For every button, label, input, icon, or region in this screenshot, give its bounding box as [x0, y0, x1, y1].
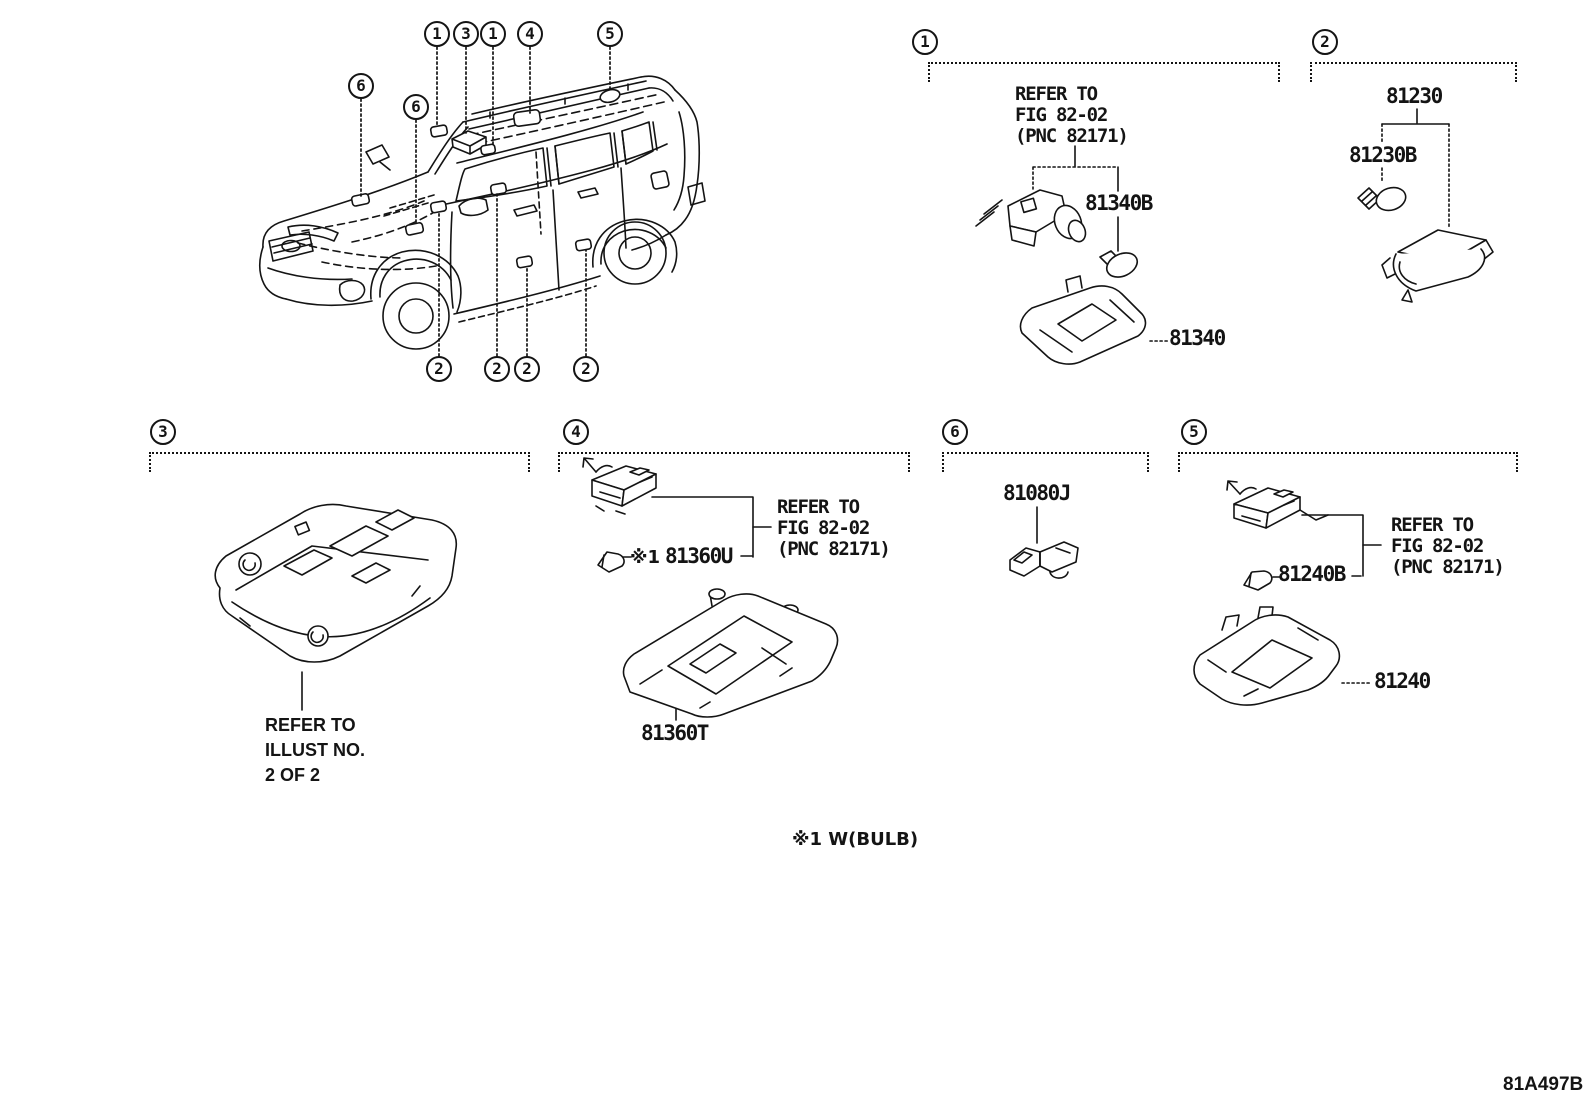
section6-drawings — [1010, 507, 1078, 578]
refer-note-line3: (PNC 82171) — [1015, 125, 1128, 147]
section4-callout — [563, 419, 589, 445]
section4-bracket — [558, 452, 910, 472]
section5-callout — [1181, 419, 1207, 445]
part-81340b-socket-drawing — [976, 190, 1089, 246]
car-callout-2d — [573, 356, 599, 382]
section6-callout — [942, 419, 968, 445]
section3-bracket — [149, 452, 530, 472]
refer-illust-line2: ILLUST NO. — [265, 740, 365, 760]
car-callout-5-number: 5 — [605, 24, 615, 43]
bulb-footnote: ※1 W(BULB) — [792, 829, 919, 850]
section1-refer-note — [1015, 84, 1128, 147]
part-81240-lamp-drawing — [1194, 607, 1339, 705]
refer-note-line3: (PNC 82171) — [777, 538, 890, 560]
section5-number: 5 — [1189, 422, 1199, 441]
refer-note-line1: REFER TO — [777, 496, 859, 518]
section5-bracket — [1178, 452, 1518, 472]
part-81340b-bulb-drawing — [1100, 248, 1141, 281]
section2-callout — [1312, 29, 1338, 55]
car-callout-1b-number: 1 — [488, 24, 498, 43]
section4-number: 4 — [571, 422, 581, 441]
car-callout-6a — [348, 73, 374, 99]
footnote-mark-s4: ※1 — [630, 547, 661, 568]
car-callout-4 — [517, 21, 543, 47]
car-callout-2b — [484, 356, 510, 382]
car-callout-3 — [453, 21, 479, 47]
part-81080j-connector-drawing — [1010, 542, 1078, 578]
refer-note-line1: REFER TO — [1015, 83, 1097, 105]
section2-bracket — [1310, 62, 1517, 82]
car-callout-1a-number: 1 — [432, 24, 442, 43]
part-number-81240: 81240 — [1374, 669, 1430, 693]
refer-note-line2: FIG 82-02 — [777, 517, 870, 539]
car-callout-4-number: 4 — [525, 24, 535, 43]
part-81340-housing-drawing — [1020, 276, 1145, 364]
car-callout-6a-number: 6 — [356, 76, 366, 95]
section6-bracket — [942, 452, 1149, 472]
part-console-drawing — [215, 504, 456, 662]
refer-note-line2: FIG 82-02 — [1391, 535, 1484, 557]
part-81240b-bulb-drawing — [1244, 571, 1272, 590]
refer-illust-line1: REFER TO — [265, 715, 356, 735]
part-number-81360u: 81360U — [665, 544, 732, 568]
section3-callout — [150, 419, 176, 445]
refer-note-line2: FIG 82-02 — [1015, 104, 1108, 126]
refer-note-line3: (PNC 82171) — [1391, 556, 1504, 578]
section5-drawings — [1194, 481, 1381, 705]
part-number-81360t: 81360T — [641, 721, 708, 745]
section1-callout — [912, 29, 938, 55]
part-81240b-connector-drawing — [1227, 481, 1328, 528]
car-callout-6b — [403, 94, 429, 120]
car-callout-2a-number: 2 — [434, 359, 444, 378]
section5-refer-note — [1391, 515, 1504, 578]
section1-drawings — [976, 146, 1168, 364]
section3-refer-note — [265, 713, 365, 788]
part-81360t-base-drawing — [623, 589, 837, 717]
part-81360u-bulb-drawing — [598, 552, 624, 572]
part-number-81240b: 81240B — [1278, 562, 1345, 586]
car-callout-1a — [424, 21, 450, 47]
section3-number: 3 — [158, 422, 168, 441]
part-number-81080j: 81080J — [1003, 481, 1070, 505]
part-number-81230b: 81230B — [1349, 143, 1416, 167]
section6-number: 6 — [950, 422, 960, 441]
refer-illust-line3: 2 OF 2 — [265, 765, 321, 785]
section2-number: 2 — [1320, 32, 1330, 51]
car-callout-2b-number: 2 — [492, 359, 502, 378]
section3-drawings — [215, 504, 456, 710]
car-callout-1b — [480, 21, 506, 47]
part-number-81340: 81340 — [1169, 326, 1225, 350]
part-number-81230: 81230 — [1386, 84, 1442, 108]
car-callout-2c-number: 2 — [522, 359, 532, 378]
car-callout-6b-number: 6 — [411, 97, 421, 116]
car-illustration — [260, 47, 705, 356]
part-81230b-bulb-drawing — [1358, 184, 1409, 214]
car-callout-2c — [514, 356, 540, 382]
diagram-code: 81A497B — [1503, 1074, 1584, 1095]
section4-refer-note — [777, 497, 890, 560]
refer-note-line1: REFER TO — [1391, 514, 1473, 536]
part-81230-housing-drawing — [1382, 230, 1493, 302]
part-number-81340b: 81340B — [1085, 191, 1152, 215]
section2-drawings — [1358, 109, 1493, 302]
car-callout-2d-number: 2 — [581, 359, 591, 378]
car-callout-5 — [597, 21, 623, 47]
section1-number: 1 — [920, 32, 930, 51]
car-callout-2a — [426, 356, 452, 382]
section1-bracket — [928, 62, 1280, 82]
car-callout-3-number: 3 — [461, 24, 471, 43]
